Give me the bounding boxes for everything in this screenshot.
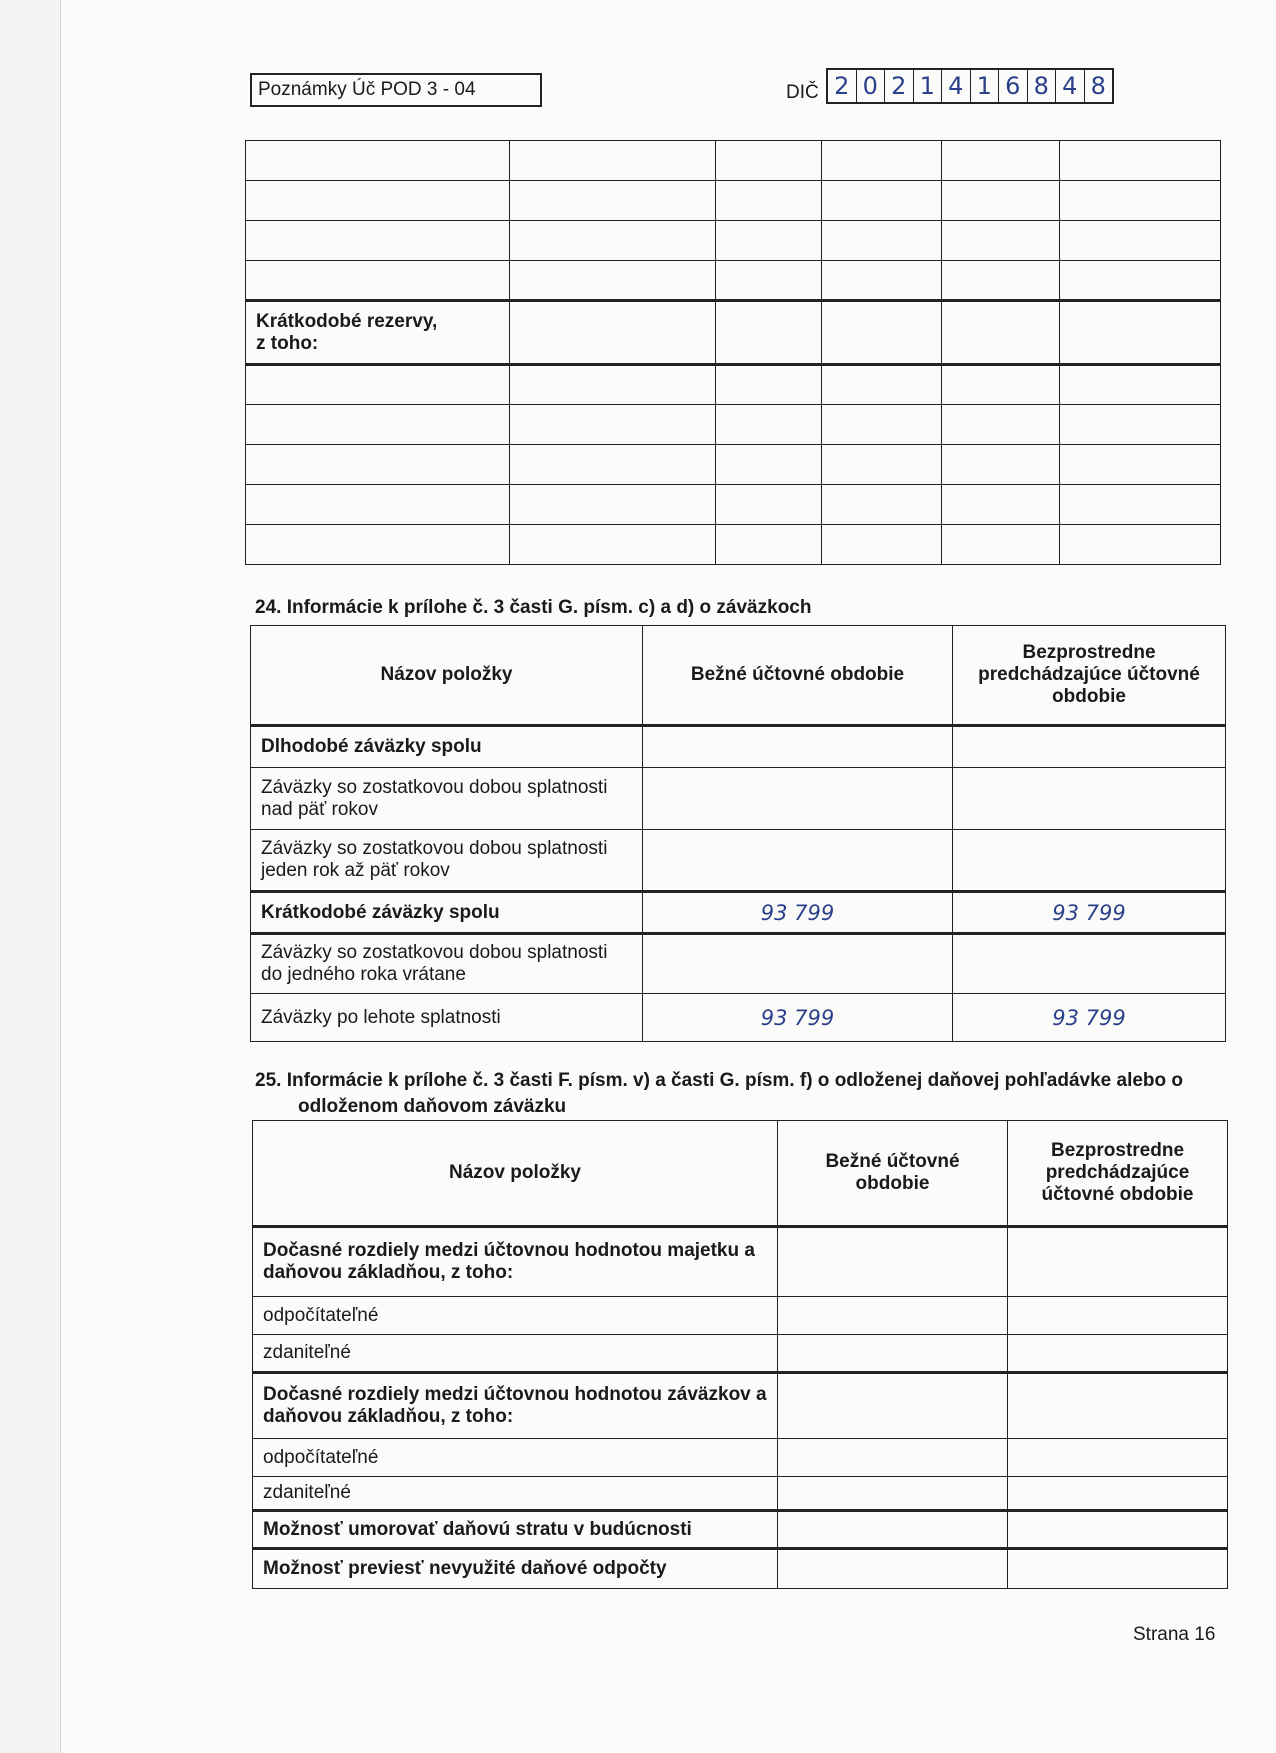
page-number: Strana 16 [1133, 1624, 1216, 1645]
current-period-value [643, 934, 953, 994]
column-header: Názov položky [251, 626, 643, 726]
row-label: Krátkodobé záväzky spolu [251, 892, 643, 934]
row-label: Záväzky so zostatkovou dobou splatnosti nad päť rokov [251, 768, 643, 830]
section-24-title: 24. Informácie k prílohe č. 3 časti G. písm. c) a d) o záväzkoch [255, 597, 812, 618]
dic-digit: 0 [857, 70, 886, 102]
dic-number-boxes [826, 68, 1114, 104]
dic-digit: 4 [1056, 70, 1085, 102]
row-label: zdaniteľné [253, 1335, 778, 1373]
dic-digit: 2 [828, 70, 857, 102]
current-period-value [643, 830, 953, 892]
previous-period-value [953, 726, 1226, 768]
previous-period-value: 93 799 [953, 994, 1226, 1042]
previous-period-value [1008, 1373, 1228, 1439]
table-row [246, 181, 1221, 221]
current-period-value [778, 1549, 1008, 1589]
table-header-row [253, 1121, 1228, 1227]
table-row [253, 1335, 1228, 1373]
column-header: Bezprostredne predchádzajúce účtovné obdobie [1008, 1121, 1228, 1227]
table-row [253, 1439, 1228, 1477]
table-row [251, 768, 1226, 830]
table-row [246, 365, 1221, 405]
row-label: Dlhodobé záväzky spolu [251, 726, 643, 768]
table-row [251, 830, 1226, 892]
previous-period-value [1008, 1439, 1228, 1477]
liabilities-table [250, 625, 1226, 1042]
table-row [253, 1511, 1228, 1549]
table-row [253, 1373, 1228, 1439]
previous-period-value [953, 934, 1226, 994]
table-row [251, 994, 1226, 1042]
table-row [246, 261, 1221, 301]
table-row [253, 1549, 1228, 1589]
previous-period-value [953, 768, 1226, 830]
dic-digit: 2 [885, 70, 914, 102]
table-row [253, 1477, 1228, 1511]
column-header: Bežné účtovné obdobie [778, 1121, 1008, 1227]
previous-period-value: 93 799 [953, 892, 1226, 934]
table-row [246, 445, 1221, 485]
dic-digit: 8 [1090, 72, 1106, 100]
current-period-value: 93 799 [643, 994, 953, 1042]
label-line: Krátkodobé rezervy, [256, 310, 438, 332]
dic-digit: 1 [971, 70, 1000, 102]
row-label: odpočítateľné [253, 1297, 778, 1335]
table-row [251, 892, 1226, 934]
table-row [246, 221, 1221, 261]
section-25-title: 25. Informácie k prílohe č. 3 časti F. písm. v) a časti G. písm. f) o odloženej daňovej pohľadávke alebo o [255, 1070, 1184, 1091]
current-period-value [643, 768, 953, 830]
deferred-tax-table [252, 1120, 1228, 1589]
previous-period-value [1008, 1511, 1228, 1549]
previous-period-value [1008, 1227, 1228, 1297]
form-identifier: Poznámky Úč POD 3 - 04 [250, 73, 542, 107]
previous-period-value [1008, 1549, 1228, 1589]
row-label: Možnosť previesť nevyužité daňové odpočty [253, 1549, 778, 1589]
table-row [246, 525, 1221, 565]
row-label: odpočítateľné [253, 1439, 778, 1477]
table-row [251, 726, 1226, 768]
table-row [246, 301, 1221, 365]
row-label: Záväzky po lehote splatnosti [251, 994, 643, 1042]
table-row [253, 1227, 1228, 1297]
current-period-value [778, 1373, 1008, 1439]
section-25-title-cont: odloženom daňovom záväzku [298, 1096, 567, 1117]
previous-period-value [1008, 1335, 1228, 1373]
table-row [246, 141, 1221, 181]
dic-digit: 8 [1028, 70, 1057, 102]
previous-period-value [953, 830, 1226, 892]
row-label: Možnosť umorovať daňovú stratu v budúcnosti [253, 1511, 778, 1549]
current-period-value [778, 1477, 1008, 1511]
previous-period-value [1008, 1297, 1228, 1335]
column-header: Názov položky [253, 1121, 778, 1227]
row-label: Dočasné rozdiely medzi účtovnou hodnotou majetku a daňovou základňou, z toho: [253, 1227, 778, 1297]
row-label: zdaniteľné [253, 1477, 778, 1511]
table-row [246, 485, 1221, 525]
label-line: z toho: [256, 332, 319, 354]
dic-digit: 6 [999, 70, 1028, 102]
row-label: Dočasné rozdiely medzi účtovnou hodnotou záväzkov a daňovou základňou, z toho: [253, 1373, 778, 1439]
current-period-value [778, 1335, 1008, 1373]
current-period-value [778, 1439, 1008, 1477]
current-period-value [778, 1511, 1008, 1549]
current-period-value [643, 726, 953, 768]
table-row [251, 934, 1226, 994]
row-label: Záväzky so zostatkovou dobou splatnosti do jedného roka vrátane [251, 934, 643, 994]
table-row [246, 405, 1221, 445]
table-header-row [251, 626, 1226, 726]
dic-label: DIČ [786, 82, 819, 103]
current-period-value [778, 1297, 1008, 1335]
dic-digit: 4 [942, 70, 971, 102]
reserves-table [245, 140, 1221, 565]
current-period-value: 93 799 [643, 892, 953, 934]
short-term-reserves-label [246, 301, 510, 365]
table-row [253, 1297, 1228, 1335]
current-period-value [778, 1227, 1008, 1297]
previous-period-value [1008, 1477, 1228, 1511]
column-header: Bezprostredne predchádzajúce účtovné obdobie [953, 626, 1226, 726]
column-header: Bežné účtovné obdobie [643, 626, 953, 726]
row-label: Záväzky so zostatkovou dobou splatnosti jeden rok až päť rokov [251, 830, 643, 892]
dic-digit: 1 [914, 70, 943, 102]
